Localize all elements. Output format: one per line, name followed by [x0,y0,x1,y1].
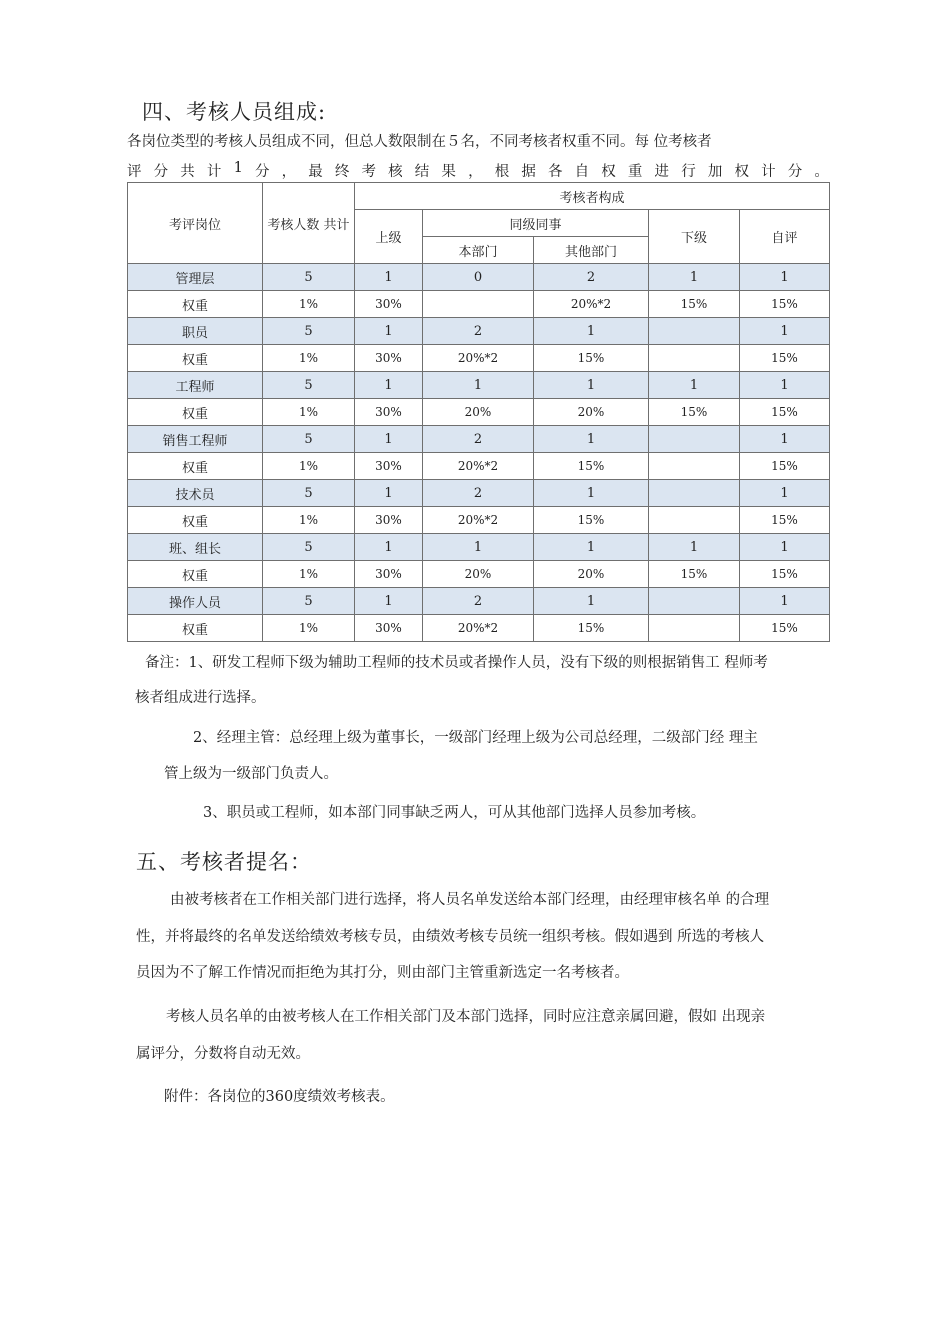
cell-other-dept: 2 [534,264,649,291]
cell-superior: 30% [355,561,423,588]
cell-count: 5 [263,588,355,615]
intro-char: 分 [254,164,270,180]
cell-self: 1 [740,318,830,345]
header-same-dept: 本部门 [423,237,534,264]
cell-other-dept: 15% [534,345,649,372]
table-row [128,264,830,291]
cell-self: 15% [740,615,830,642]
cell-self: 1 [740,372,830,399]
note-2-line2: 管上级为一级部门负责人。 [164,766,338,782]
note-1-line2: 核者组成进行选择。 [135,690,266,706]
section-4-title: 四、考核人员组成: [142,100,327,124]
table-row [128,534,830,561]
cell-same-dept: 0 [423,264,534,291]
intro-char: 权 [734,164,749,180]
cell-other-dept: 1 [534,588,649,615]
cell-superior: 30% [355,345,423,372]
cell-count: 1% [263,507,355,534]
intro-char: 自 [574,164,590,180]
cell-same-dept: 2 [423,426,534,453]
cell-self: 15% [740,453,830,480]
intro-char: 结 [414,164,430,180]
cell-superior: 1 [355,372,423,399]
cell-subordinate: 1 [649,534,740,561]
intro-char: 重 [627,164,643,180]
cell-position: 权重 [128,507,263,534]
cell-count: 1% [263,345,355,372]
cell-count: 5 [263,372,355,399]
cell-same-dept: 20% [423,399,534,426]
cell-self: 15% [740,399,830,426]
cell-other-dept: 15% [534,615,649,642]
note-2-line1: 2、经理主管：总经理上级为董事长，一级部门经理上级为公司总经理，二级部门经 理主 [193,730,758,746]
cell-superior: 30% [355,507,423,534]
cell-other-dept: 20%*2 [534,291,649,318]
cell-position: 工程师 [128,372,263,399]
intro-char: 。 [814,164,829,180]
cell-same-dept: 1 [423,534,534,561]
cell-position: 权重 [128,399,263,426]
intro-char: 终 [334,164,350,180]
header-superior: 上级 [355,210,423,264]
intro-char: 据 [521,164,536,180]
cell-count: 1% [263,615,355,642]
intro-char: 核 [388,164,403,180]
cell-superior: 1 [355,480,423,507]
intro-char: ， [281,164,297,180]
cell-same-dept: 20%*2 [423,507,534,534]
cell-superior: 30% [355,291,423,318]
cell-superior: 1 [355,426,423,453]
cell-self: 1 [740,264,830,291]
table-row [128,453,830,480]
header-subordinate: 下级 [649,210,740,264]
cell-subordinate [649,615,740,642]
intro-char: 考 [361,164,376,180]
cell-superior: 30% [355,615,423,642]
intro-char: 评 [127,164,142,180]
cell-other-dept: 1 [534,480,649,507]
cell-other-dept: 20% [534,399,649,426]
cell-position: 权重 [128,291,263,318]
cell-superior: 1 [355,588,423,615]
header-position: 考评岗位 [128,183,263,264]
intro-char: 分 [787,164,803,180]
table-row [128,426,830,453]
cell-superior: 30% [355,453,423,480]
cell-count: 1% [263,561,355,588]
cell-other-dept: 20% [534,561,649,588]
intro-char: 计 [761,164,776,180]
intro-char: 各 [547,164,563,180]
cell-position: 权重 [128,615,263,642]
table-row [128,507,830,534]
note-1-line1: 备注：1、研发工程师下级为辅助工程师的技术员或者操作人员，没有下级的则根据销售工 程师考 [145,655,768,671]
cell-count: 5 [263,534,355,561]
section-5-p1-line1: 由被考核者在工作相关部门进行选择，将人员名单发送给本部门经理，由经理审核名单 的合理 [170,892,770,908]
cell-subordinate [649,426,740,453]
cell-same-dept: 20% [423,561,534,588]
intro-char: 最 [308,164,323,180]
cell-position: 班、组长 [128,534,263,561]
section-4-intro-line2 [127,160,829,181]
cell-subordinate [649,345,740,372]
cell-superior: 1 [355,264,423,291]
table-row [128,372,830,399]
cell-subordinate [649,480,740,507]
cell-self: 15% [740,291,830,318]
cell-count: 5 [263,426,355,453]
cell-same-dept: 2 [423,480,534,507]
header-other-dept: 其他部门 [534,237,649,264]
cell-superior: 30% [355,399,423,426]
cell-position: 管理层 [128,264,263,291]
cell-subordinate [649,453,740,480]
cell-count: 5 [263,264,355,291]
cell-other-dept: 15% [534,507,649,534]
intro-char: 果 [441,164,456,180]
cell-position: 技术员 [128,480,263,507]
cell-subordinate: 15% [649,399,740,426]
cell-subordinate [649,588,740,615]
cell-subordinate: 1 [649,372,740,399]
table-row [128,480,830,507]
cell-self: 15% [740,561,830,588]
cell-same-dept: 2 [423,318,534,345]
header-count: 考核人数 共计 [263,183,355,264]
table-row [128,615,830,642]
cell-position: 权重 [128,453,263,480]
cell-same-dept: 20%*2 [423,345,534,372]
cell-other-dept: 1 [534,534,649,561]
cell-same-dept: 1 [423,372,534,399]
note-3-line1: 3、职员或工程师，如本部门同事缺乏两人，可从其他部门选择人员参加考核。 [203,805,706,821]
cell-other-dept: 15% [534,453,649,480]
table-row [128,561,830,588]
cell-count: 5 [263,318,355,345]
header-peer: 同级同事 [423,210,649,237]
cell-position: 操作人员 [128,588,263,615]
assessor-composition-table [127,182,830,642]
cell-self: 15% [740,507,830,534]
intro-char: 1 [233,160,243,176]
cell-same-dept: 2 [423,588,534,615]
table-row [128,291,830,318]
cell-subordinate [649,507,740,534]
header-composition: 考核者构成 [355,183,830,210]
cell-other-dept: 1 [534,318,649,345]
cell-subordinate: 1 [649,264,740,291]
cell-self: 1 [740,588,830,615]
intro-char: 根 [494,164,510,180]
intro-char: 权 [601,164,616,180]
header-self: 自评 [740,210,830,264]
cell-count: 1% [263,291,355,318]
intro-char: 行 [681,164,696,180]
cell-subordinate: 15% [649,291,740,318]
cell-self: 1 [740,480,830,507]
cell-position: 职员 [128,318,263,345]
cell-subordinate: 15% [649,561,740,588]
cell-position: 权重 [128,345,263,372]
table-row [128,318,830,345]
section-5-title: 五、考核者提名： [136,850,312,874]
cell-self: 15% [740,345,830,372]
section-5-p1-line2: 性，并将最终的名单发送给绩效考核专员，由绩效考核专员统一组织考核。假如遇到 所选的考核人 [136,929,765,945]
cell-same-dept: 20%*2 [423,615,534,642]
cell-superior: 1 [355,534,423,561]
intro-char: 计 [206,164,222,180]
intro-char: 共 [180,164,195,180]
section-5-p1-line3: 员因为不了解工作情况而拒绝为其打分，则由部门主管重新选定一名考核者。 [136,965,629,981]
cell-count: 1% [263,399,355,426]
section-5-p2-line2: 属评分，分数将自动无效。 [136,1046,310,1062]
table-row [128,399,830,426]
cell-position: 销售工程师 [128,426,263,453]
attachment-note: 附件：各岗位的360度绩效考核表。 [164,1089,395,1105]
intro-char: 分 [153,164,169,180]
cell-same-dept [423,291,534,318]
intro-char: ， [468,164,483,180]
cell-other-dept: 1 [534,426,649,453]
cell-superior: 1 [355,318,423,345]
section-4-intro-line1: 各岗位类型的考核人员组成不同，但总人数限制在５名，不同考核者权重不同。每 位考核者 [127,134,712,150]
cell-same-dept: 20%*2 [423,453,534,480]
cell-other-dept: 1 [534,372,649,399]
intro-char: 进 [654,164,670,180]
cell-self: 1 [740,426,830,453]
cell-self: 1 [740,534,830,561]
cell-subordinate [649,318,740,345]
cell-count: 1% [263,453,355,480]
intro-char: 加 [707,164,723,180]
table-row [128,588,830,615]
table-row [128,345,830,372]
cell-count: 5 [263,480,355,507]
section-5-p2-line1: 考核人员名单的由被考核人在工作相关部门及本部门选择，同时应注意亲属回避，假如 出现亲 [166,1009,766,1025]
cell-position: 权重 [128,561,263,588]
